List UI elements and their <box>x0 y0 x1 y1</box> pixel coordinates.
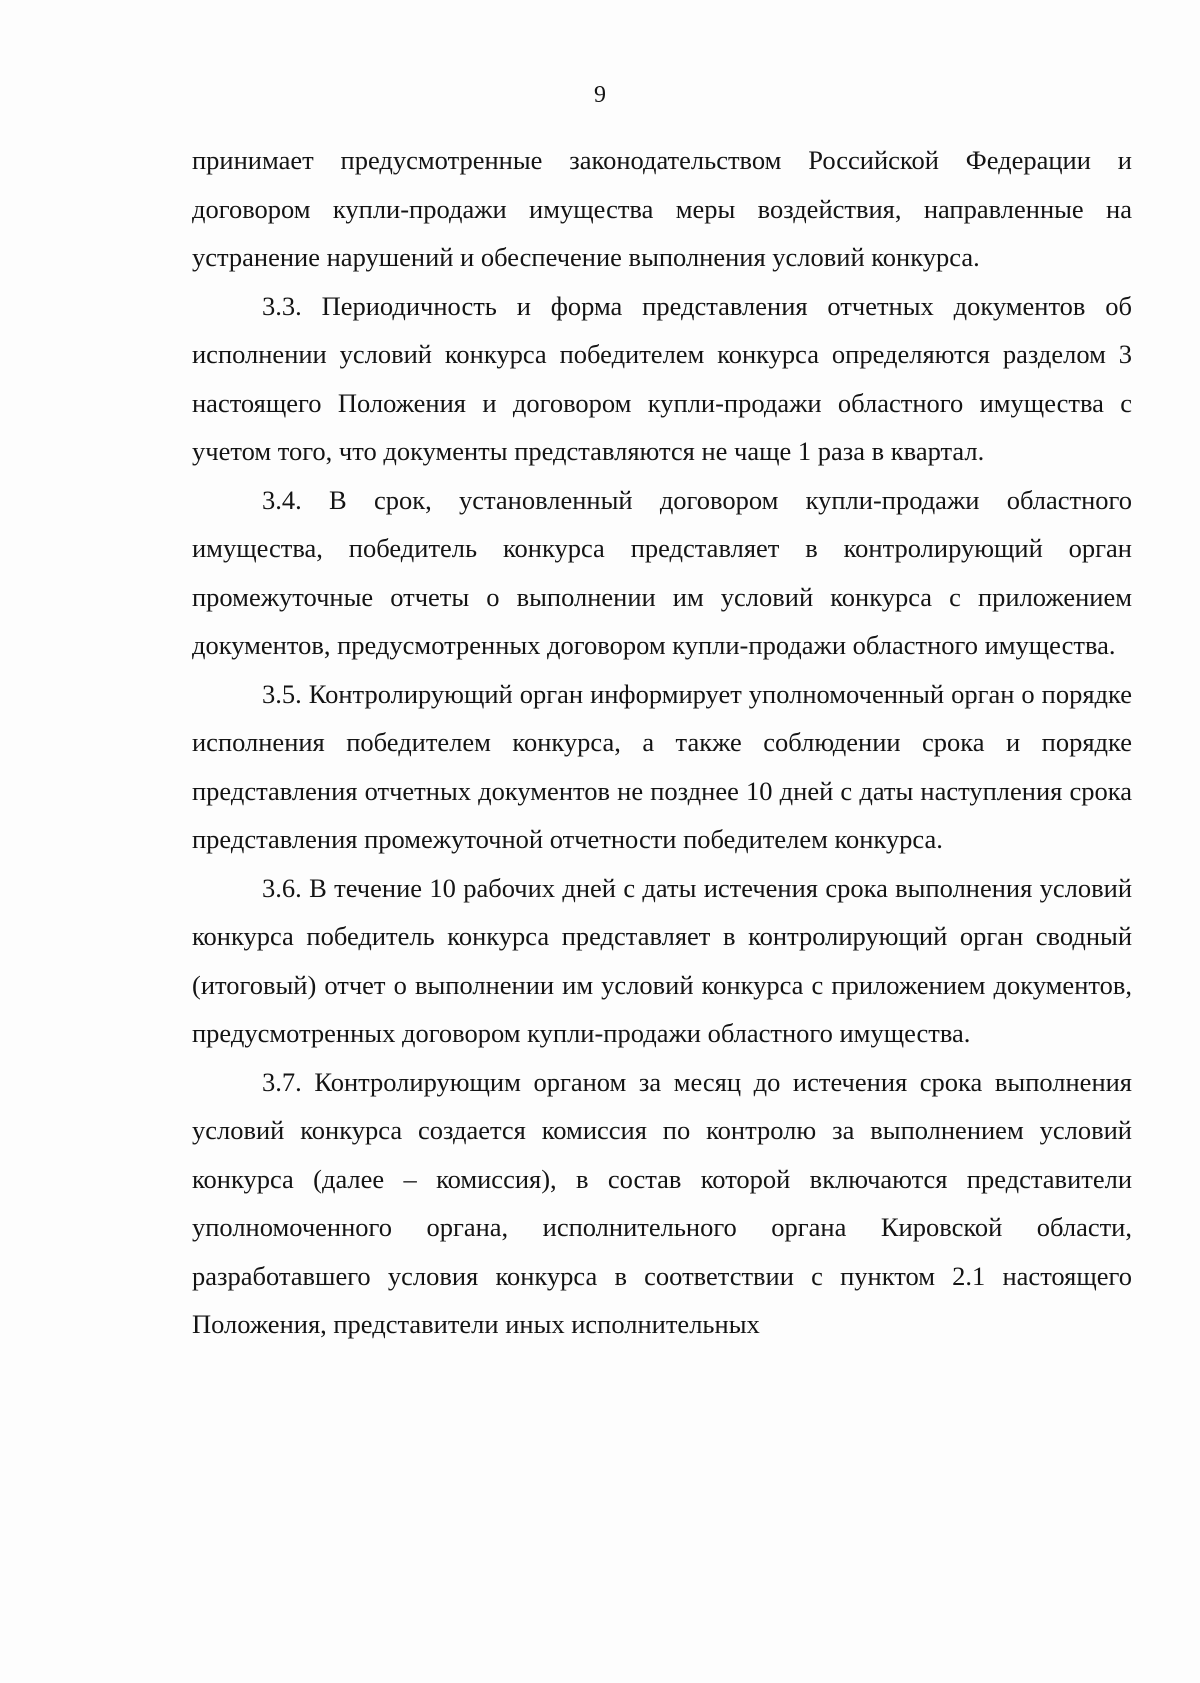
paragraph-3-6: 3.6. В течение 10 рабочих дней с даты истечения срока выполнения условий конкурса победитель конкурса представляет в контролирующий орган сводный (итоговый) отчет о выполнении им условий конкурса с приложением документов, предусмотренных договором купли-продажи областного имущества. <box>192 872 1132 1048</box>
paragraph-3-3: 3.3. Периодичность и форма представления отчетных документов об исполнении условий конкурса победителем конкурса определяются разделом 3 настоящего Положения и договором купли-продажи областного имущества с учетом того, что документы представляются не чаще 1 раза в квартал. <box>192 290 1132 466</box>
page-number: 9 <box>594 82 606 108</box>
document-body <box>192 136 1132 1349</box>
paragraph-3-5: 3.5. Контролирующий орган информирует уполномоченный орган о порядке исполнения победителем конкурса, а также соблюдении срока и порядке представления отчетных документов не позднее 10 дней с даты наступления срока представления промежуточной отчетности победителем конкурса. <box>192 678 1132 854</box>
paragraph-continuation: принимает предусмотренные законодательством Российской Федерации и договором купли-продажи имущества меры воздействия, направленные на устранение нарушений и обеспечение выполнения условий конкурса. <box>192 145 1132 272</box>
paragraph-3-7: 3.7. Контролирующим органом за месяц до истечения срока выполнения условий конкурса создается комиссия по контролю за выполнением условий конкурса (далее – комиссия), в состав которой включаются представители уполномоченного органа, исполнительного органа Кировской области, разработавшего условия конкурса в соответствии с пунктом 2.1 настоящего Положения, представители иных исполнительных <box>192 1066 1132 1339</box>
paragraph-3-4: 3.4. В срок, установленный договором купли-продажи областного имущества, победитель конкурса представляет в контролирующий орган промежуточные отчеты о выполнении им условий конкурса с приложением документов, предусмотренных договором купли-продажи областного имущества. <box>192 484 1132 660</box>
